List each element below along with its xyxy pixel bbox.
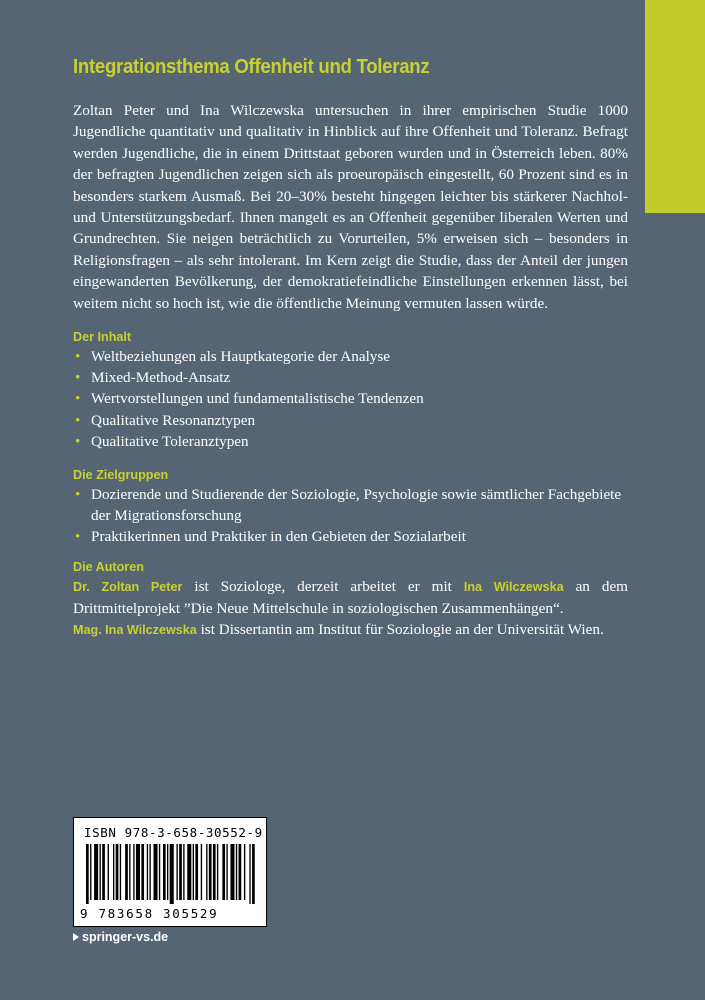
list-item: • Qualitative Toleranztypen bbox=[73, 431, 628, 452]
isbn-barcode bbox=[73, 817, 267, 927]
barcode-stripe bbox=[226, 844, 227, 900]
accent-color-bar bbox=[645, 0, 705, 213]
barcode-stripe bbox=[222, 844, 225, 900]
barcode-stripe bbox=[100, 844, 101, 900]
barcode-stripe bbox=[133, 844, 134, 900]
audience-heading: Die Zielgruppen bbox=[73, 468, 169, 483]
author-name: Ina Wilczewska bbox=[463, 579, 564, 594]
barcode-stripe bbox=[244, 844, 245, 900]
list-item: • Mixed-Method-Ansatz bbox=[73, 367, 628, 388]
bullet-icon: • bbox=[75, 411, 81, 429]
contents-list bbox=[73, 346, 628, 452]
authors-section bbox=[73, 560, 628, 642]
barcode-stripe bbox=[90, 844, 91, 900]
barcode-stripe bbox=[249, 844, 250, 904]
barcode-stripe bbox=[159, 844, 160, 900]
list-item: • Dozierende und Studierende der Soziologie, Psychologie sowie sämtlicher Fachgebiete der Migrationsforschung bbox=[75, 486, 622, 525]
barcode-stripe bbox=[213, 844, 216, 900]
barcode-stripe bbox=[108, 844, 109, 900]
bullet-icon: • bbox=[75, 348, 81, 366]
barcode-icon bbox=[82, 844, 258, 904]
arrow-right-icon bbox=[73, 933, 79, 941]
bullet-icon: • bbox=[75, 390, 81, 408]
isbn-digits: 9 783658 305529 bbox=[80, 906, 219, 921]
list-item: • Qualitative Resonanztypen bbox=[73, 410, 628, 431]
barcode-stripe bbox=[129, 844, 130, 900]
barcode-stripe bbox=[193, 844, 194, 900]
barcode-stripe bbox=[102, 844, 105, 900]
author-bio-wilczewska: Mag. Ina Wilczewska ist Dissertantin am Institut für Soziologie an der Universität Wien. bbox=[73, 621, 604, 639]
barcode-stripe bbox=[86, 844, 89, 904]
author-name: Dr. Zoltan Peter bbox=[73, 579, 183, 594]
list-item: • Praktikerinnen und Praktiker in den Gebieten der Sozialarbeit bbox=[73, 526, 628, 547]
barcode-stripe bbox=[149, 844, 150, 900]
barcode-stripe bbox=[252, 844, 255, 904]
barcode-stripe bbox=[187, 844, 191, 900]
barcode-stripe bbox=[113, 844, 114, 900]
barcode-stripe bbox=[217, 844, 218, 900]
barcode-stripe bbox=[136, 844, 140, 900]
authors-heading: Die Autoren bbox=[73, 559, 144, 574]
list-item: • Wertvorstellungen und fundamentalistische Tendenzen bbox=[73, 388, 628, 409]
book-title: Integrationsthema Offenheit und Toleranz bbox=[73, 56, 430, 78]
barcode-stripe bbox=[206, 844, 207, 900]
barcode-stripe bbox=[170, 844, 174, 904]
bullet-icon: • bbox=[75, 432, 81, 450]
bullet-icon: • bbox=[75, 369, 81, 387]
contents-heading: Der Inhalt bbox=[73, 330, 132, 345]
bullet-icon: • bbox=[75, 528, 81, 546]
barcode-stripe bbox=[176, 844, 177, 900]
barcode-stripe bbox=[125, 844, 128, 900]
book-description: Zoltan Peter und Ina Wilczewska untersuchen in ihrer empirischen Studie 1000 Jugendliche quantitativ und qualitativ in Hinblick auf ihre Offenheit und Toleranz. Befragt werden Jugendliche, die in einem Drittstaat geboren wurden und in Österreich leben. 80% der befragten Jugendlichen zeigen sich als proeuropäisch eingestellt, 60 Prozent sind es in besonders starkem Ausmaß. Bei 20–30% besteht hingegen leichter bis stärkerer Nachhol- und Unterstützungsbedarf. Ihnen mangelt es an Offenheit gegenüber liberalen Werten und Grundrechten. Sie neigen beträchtlich zu Vorurteilen, 5% erweisen sich – besonders in Religionsfragen – als sehr intolerant. Im Kern zeigt die Studie, dass der Anteil der jungen eingewanderten Bevölkerung, der demokratiefeindliche Einstellungen erkennen lässt, bei weitem nicht so hoch ist, wie die öffentliche Meinung vermuten lassen würde. bbox=[73, 102, 628, 312]
isbn-label: ISBN 978-3-658-30552-9 bbox=[84, 825, 263, 840]
list-item: • Weltbeziehungen als Hauptkategorie der Analyse bbox=[73, 346, 628, 367]
barcode-stripe bbox=[201, 844, 202, 900]
publisher-link[interactable]: springer-vs.de bbox=[73, 930, 168, 944]
barcode-stripe bbox=[167, 844, 168, 900]
barcode-stripe bbox=[163, 844, 166, 900]
barcode-stripe bbox=[154, 844, 158, 900]
audience-list bbox=[73, 484, 628, 548]
author-name: Mag. Ina Wilczewska bbox=[73, 623, 197, 638]
back-cover-content bbox=[73, 56, 628, 641]
barcode-stripe bbox=[236, 844, 237, 900]
barcode-stripe bbox=[147, 844, 148, 900]
bullet-icon: • bbox=[75, 486, 81, 504]
barcode-stripe bbox=[120, 844, 121, 900]
barcode-stripe bbox=[230, 844, 234, 900]
barcode-stripe bbox=[239, 844, 242, 900]
barcode-stripe bbox=[141, 844, 144, 900]
author-bio-peter: Dr. Zoltan Peter ist Soziologe, derzeit arbeitet er mit Ina Wilczewska an dem Drittmittelprojekt ”Die Neue Mittelschule in soziologischen Zusammenhängen“. bbox=[73, 577, 628, 617]
barcode-stripe bbox=[179, 844, 182, 900]
barcode-stripe bbox=[183, 844, 184, 900]
barcode-stripe bbox=[116, 844, 119, 900]
barcode-stripe bbox=[195, 844, 198, 900]
barcode-stripe bbox=[94, 844, 98, 900]
barcode-stripe bbox=[209, 844, 212, 900]
